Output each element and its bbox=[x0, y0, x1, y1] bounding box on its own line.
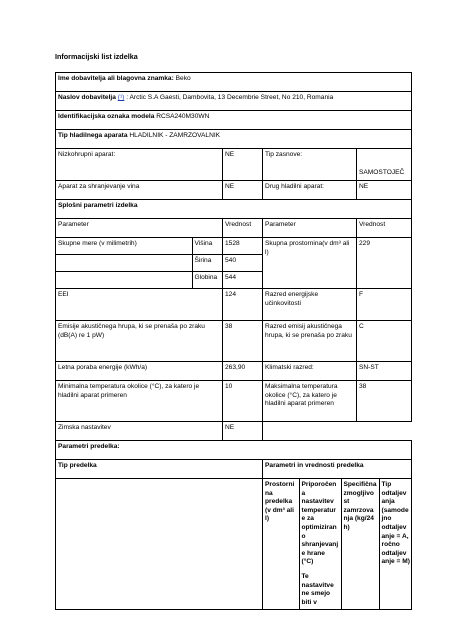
other-value: NE bbox=[357, 181, 412, 200]
product-information-sheet bbox=[55, 52, 411, 610]
eei-row bbox=[56, 289, 412, 321]
depth-value: 544 bbox=[225, 274, 237, 281]
general-header-row bbox=[56, 219, 412, 238]
col-value2-header: Vrednost bbox=[357, 219, 412, 238]
compartments-columns-row bbox=[56, 479, 412, 610]
supplier-value: Beko bbox=[175, 75, 191, 82]
col-param2-header: Parameter bbox=[263, 219, 357, 238]
general-section-title: Splošni parametri izdelka bbox=[56, 200, 412, 219]
model-value: RCSA240M30WN bbox=[156, 113, 210, 120]
annual-value: 263,90 bbox=[223, 362, 263, 381]
volume-value: 229 bbox=[357, 238, 412, 289]
low-noise-value: NE bbox=[223, 149, 263, 181]
info-table bbox=[55, 72, 412, 610]
max-temp-label: Maksimalna temperatura okolice (°C), za katero je hladilni aparat primeren bbox=[263, 381, 357, 422]
col-freeze-header: Specifična zmogljivost zamrzovanja (kg/24 h) bbox=[341, 479, 379, 609]
noise-class-value: C bbox=[357, 321, 412, 362]
max-temp-value: 38 bbox=[357, 381, 412, 422]
height-value: 1528 bbox=[223, 238, 262, 255]
volume-label: Skupna prostornina(v dm³ ali l) bbox=[263, 238, 357, 289]
climate-label: Klimatski razred: bbox=[263, 362, 357, 381]
low-noise-row bbox=[56, 149, 412, 181]
address-label: Naslov dobavitelja bbox=[58, 94, 116, 101]
col-value-header: Vrednost bbox=[223, 219, 263, 238]
eei-label: EEI bbox=[56, 289, 223, 321]
noise-row bbox=[56, 321, 412, 362]
energy-class-value: F bbox=[357, 289, 412, 321]
design-label: Tip zasnove: bbox=[263, 149, 357, 181]
supplier-label: Ime dobavitelja ali blagovna znamka: bbox=[58, 75, 174, 82]
width-label: Širina bbox=[192, 255, 223, 272]
col-temp-header: Priporočena nastavitev temperature za optimizirano shranjevanje hrane (°C) bbox=[301, 481, 339, 566]
general-section-row bbox=[56, 200, 412, 219]
winter-value: NE bbox=[223, 422, 263, 441]
col-param-header: Parameter bbox=[56, 219, 223, 238]
col-volume-header: Prostornina predelka (v dm³ ali l) bbox=[263, 479, 299, 609]
col-temp-note: Te nastavitve ne smejo biti v bbox=[301, 572, 334, 606]
address-row bbox=[56, 92, 412, 111]
eei-value: 124 bbox=[223, 289, 263, 321]
model-row bbox=[56, 111, 412, 130]
compartment-type-header: Tip predelka bbox=[56, 460, 263, 479]
energy-class-label: Razred energijske učinkovitosti bbox=[263, 289, 357, 321]
document-title: Informacijski list izdelka bbox=[55, 52, 138, 61]
min-temp-value: 10 bbox=[223, 381, 263, 422]
compartments-section-title: Parametri predelka: bbox=[56, 441, 412, 460]
other-label: Drug hladilni aparat: bbox=[263, 181, 357, 200]
depth-label: Globina bbox=[194, 274, 218, 281]
compartments-section-row bbox=[56, 441, 412, 460]
height-label: Višina bbox=[192, 238, 223, 255]
temperature-row bbox=[56, 381, 412, 422]
dims-label: Skupne mere (v milimetrih) bbox=[56, 238, 192, 255]
annual-energy-row bbox=[56, 362, 412, 381]
address-value: : Arctic S.A Gaesti, Dambovita, 13 Decembrie Street, No 210, Romania bbox=[126, 94, 334, 101]
min-temp-label: Minimalna temperatura okolice (°C), za katero je hladilni aparat primeren bbox=[56, 381, 223, 422]
model-label: Identifikacijska oznaka modela bbox=[58, 113, 155, 120]
climate-value: SN-ST bbox=[357, 362, 412, 381]
noise-class-label: Razred emisij akustičnega hrupa, ki se prenaša po zraku bbox=[263, 321, 357, 362]
appliance-type-label: Tip hladilnega aparata bbox=[58, 132, 128, 139]
footnote-link[interactable]: (¹) bbox=[117, 94, 125, 101]
design-value: SAMOSTOJEČ bbox=[357, 149, 412, 181]
noise-label: Emisije akustičnega hrupa, ki se prenaša po zraku (dB(A) re 1 pW) bbox=[56, 321, 223, 362]
compartments-header-row bbox=[56, 460, 412, 479]
dimensions-subtable bbox=[56, 238, 223, 288]
appliance-type-row bbox=[56, 130, 412, 149]
appliance-type-value: HLADILNIK - ZAMRZOVALNIK bbox=[129, 132, 221, 139]
low-noise-label: Nizkohrupni aparat: bbox=[56, 149, 223, 181]
compartment-params-header: Parametri in vrednosti predelka bbox=[263, 460, 412, 479]
wine-value: NE bbox=[223, 181, 263, 200]
dimensions-row bbox=[56, 238, 412, 289]
supplier-row bbox=[56, 73, 412, 92]
compartment-columns bbox=[263, 479, 412, 609]
annual-label: Letna poraba energije (kWh/a) bbox=[56, 362, 223, 381]
wine-row bbox=[56, 181, 412, 200]
winter-label: Zimska nastavitev bbox=[56, 422, 223, 441]
wine-label: Aparat za shranjevanje vina bbox=[56, 181, 223, 200]
winter-row bbox=[56, 422, 412, 441]
width-value: 540 bbox=[223, 255, 262, 272]
col-defrost-header: Tip odtaljevanja (samodejno odtaljevanje = A, ročno odtaljevanje = M) bbox=[381, 481, 410, 566]
noise-value: 38 bbox=[223, 321, 263, 362]
